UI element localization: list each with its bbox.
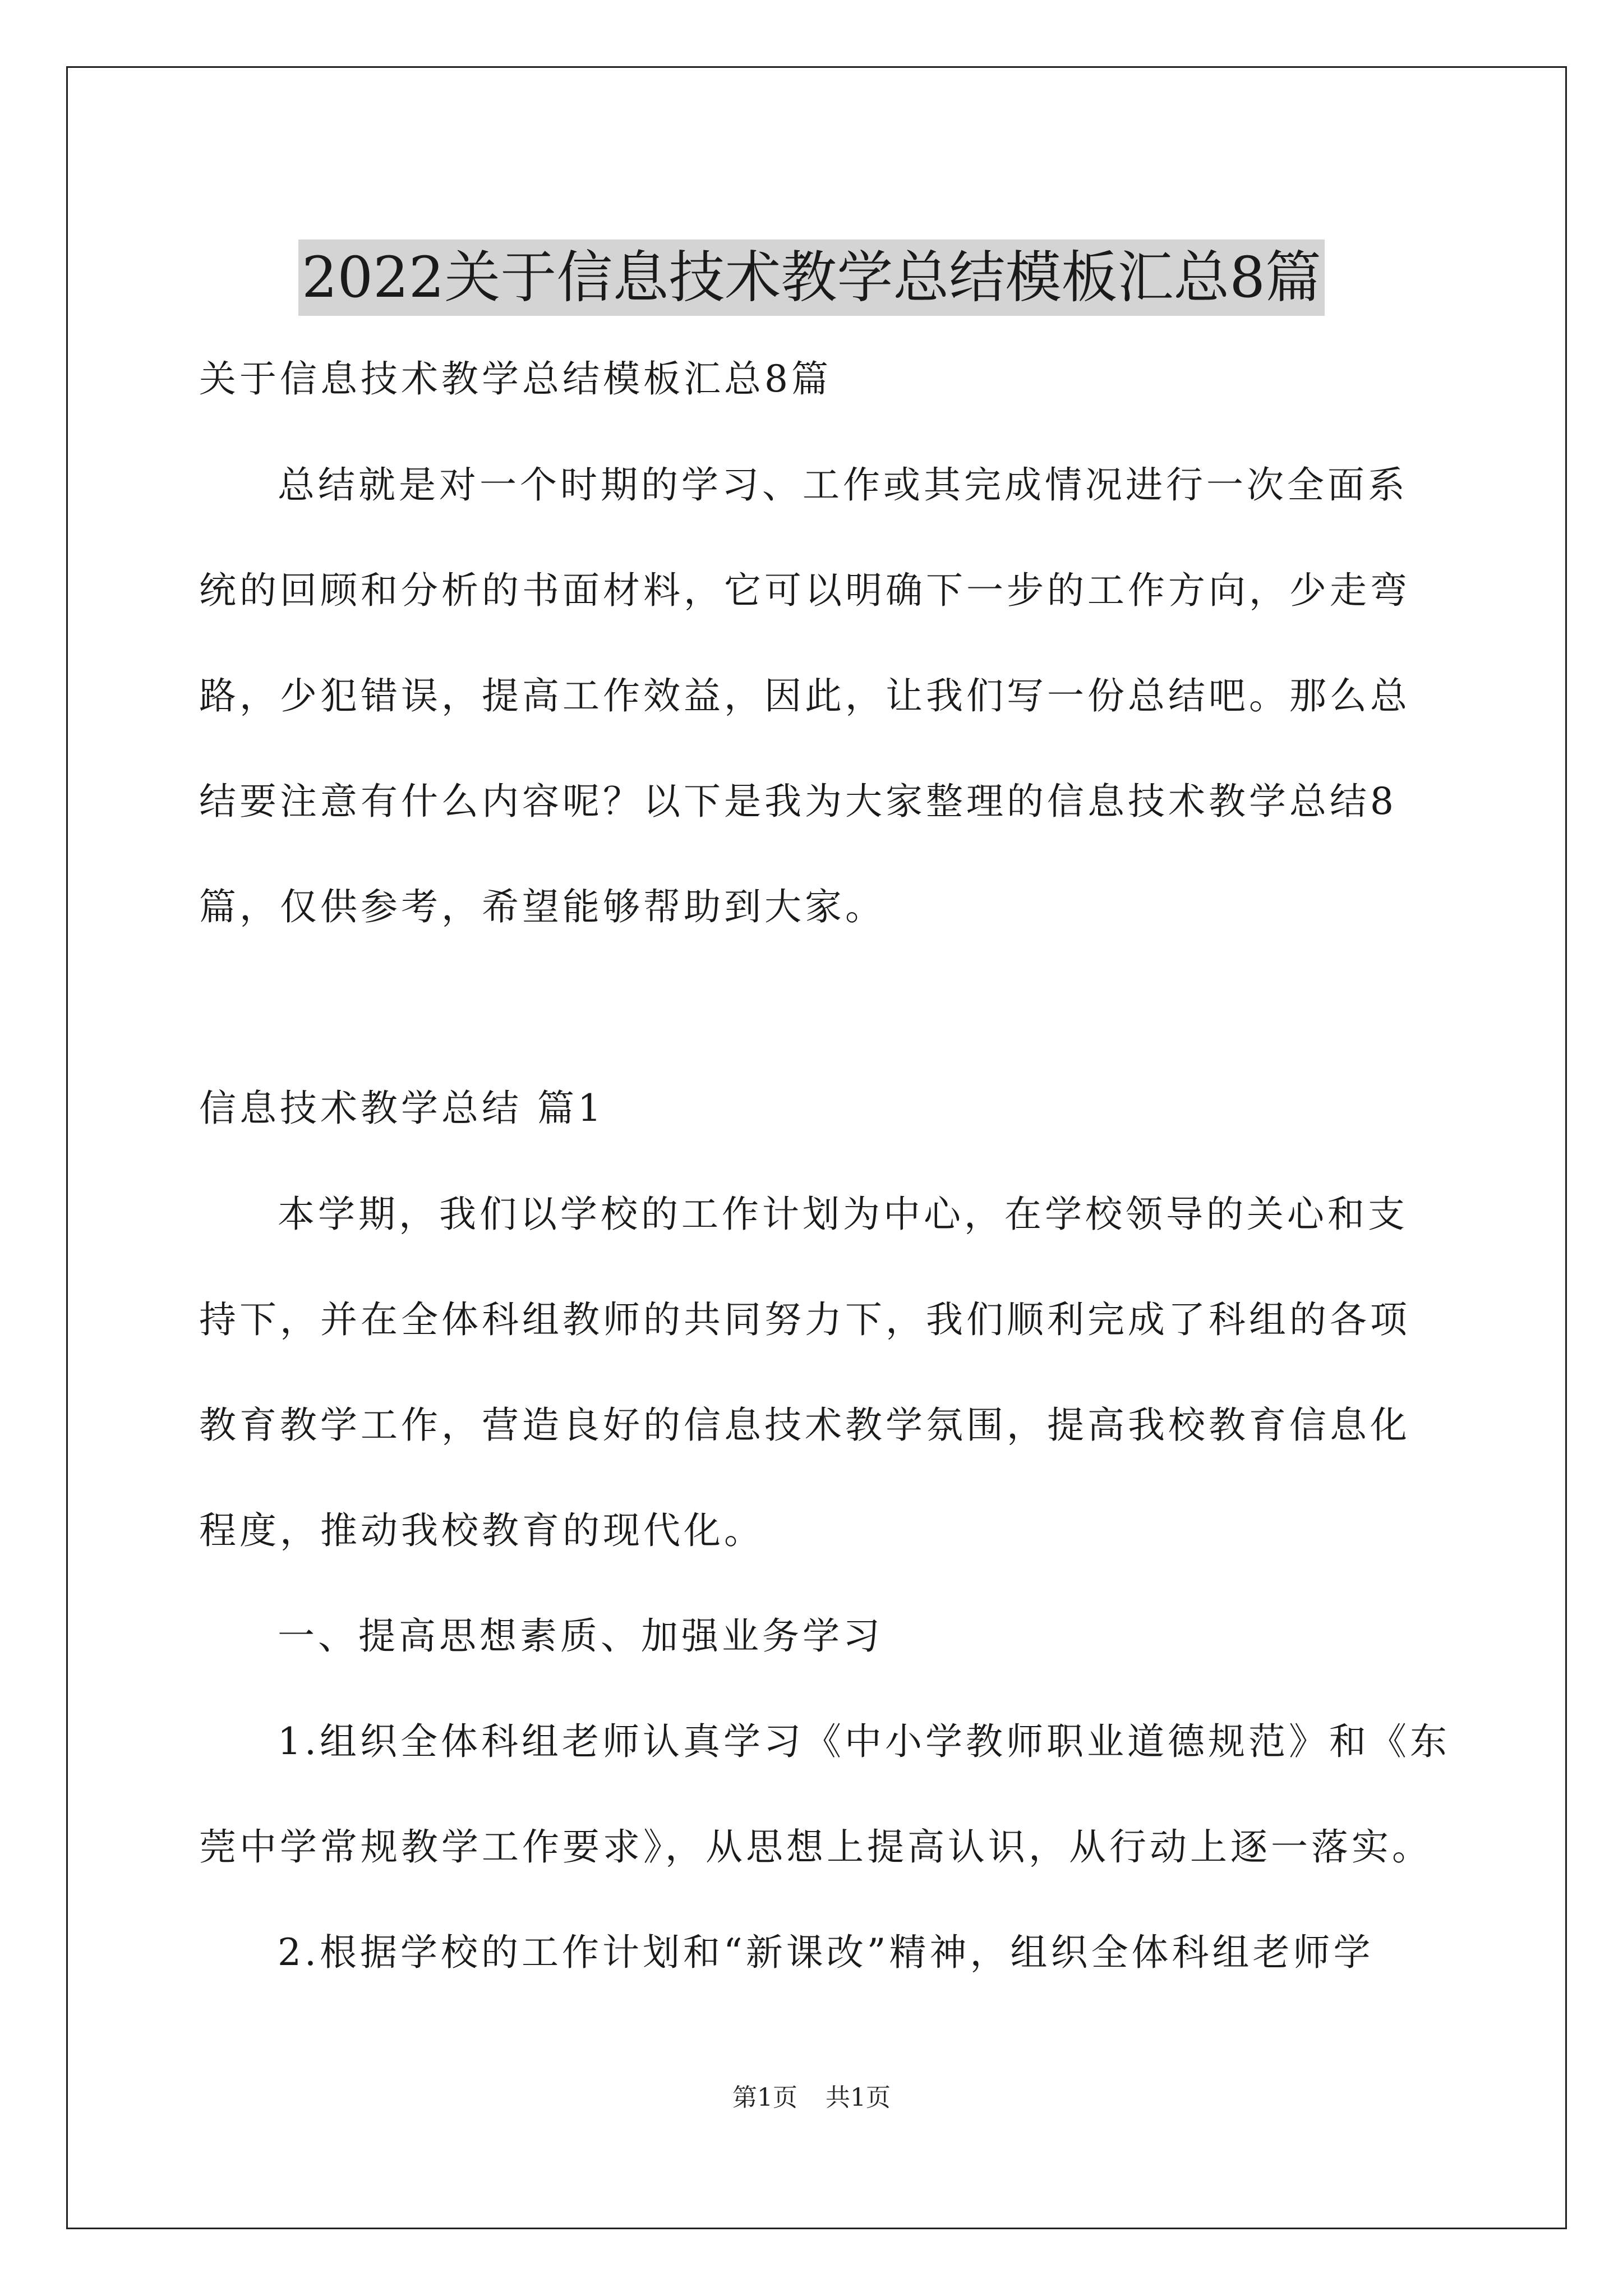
intro-line: 路，少犯错误，提高工作效益，因此，让我们写一份总结吧。那么总	[199, 674, 1410, 717]
body-line: 本学期，我们以学校的工作计划为中心，在学校领导的关心和支	[278, 1193, 1408, 1236]
intro-line: 总结就是对一个时期的学习、工作或其完成情况进行一次全面系	[278, 463, 1408, 507]
body-line: 程度，推动我校教育的现代化。	[199, 1509, 764, 1552]
document-subtitle: 关于信息技术教学总结模板汇总8篇	[199, 357, 832, 401]
body-line: 持下，并在全体科组教师的共同努力下，我们顺利完成了科组的各项	[199, 1298, 1410, 1341]
intro-line: 统的回顾和分析的书面材料，它可以明确下一步的工作方向，少走弯	[199, 569, 1410, 612]
document-title: 2022关于信息技术教学总结模板汇总8篇	[298, 240, 1325, 316]
body-line: 教育教学工作，营造良好的信息技术教学氛围，提高我校教育信息化	[199, 1404, 1410, 1447]
intro-line: 篇，仅供参考，希望能够帮助到大家。	[199, 885, 886, 928]
title-container	[0, 202, 1623, 353]
section-heading: 信息技术教学总结 篇1	[199, 1087, 605, 1130]
intro-line: 结要注意有什么内容呢？以下是我为大家整理的信息技术教学总结8	[199, 780, 1397, 823]
body-line: 2.根据学校的工作计划和“新课改”精神，组织全体科组老师学	[278, 1931, 1374, 1974]
page-total: 共1页	[826, 2083, 891, 2112]
body-line: 莞中学常规教学工作要求》，从思想上提高认识，从行动上逐一落实。	[199, 1825, 1432, 1869]
page-number: 第1页	[732, 2083, 797, 2112]
body-line: 1.组织全体科组老师认真学习《中小学教师职业道德规范》和《东	[278, 1720, 1450, 1763]
page-footer	[0, 2082, 1623, 2114]
subsection-heading: 一、提高思想素质、加强业务学习	[278, 1614, 883, 1658]
